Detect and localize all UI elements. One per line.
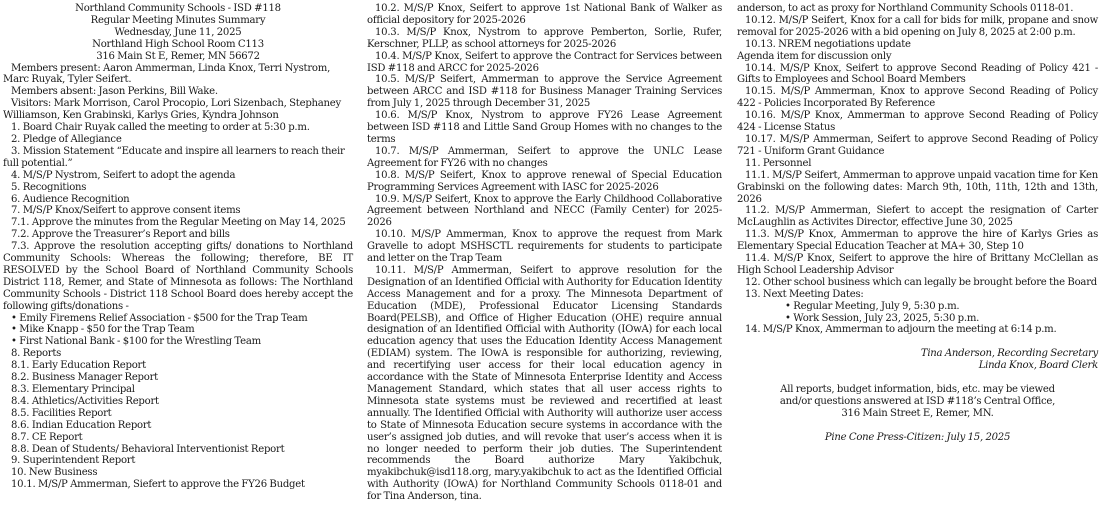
members-present: Members present: Aaron Ammerman, Linda Knox, Terri Nystrom, Marc Ruyak, Tyler Seifert. [3,62,331,86]
agenda-item: 10.7. M/S/P Ammerman, Seifert to approve the UNLC Lease Agreement for FY26 with no changes [367,145,722,169]
agenda-item: 10.4. M/S/P Knox, Seifert to approve the Contract for Services between ISD #118 and ARCC for 2025-2026 [367,50,722,74]
agenda-item: 10.5. M/S/P Seifert, Ammerman to approve the Service Agreement between ARCC and ISD #118 for Business Manager Training Services from July 1, 2025 through December 31, 2025 [367,74,722,110]
agenda-item: 8.5. Facilities Report [11,407,112,419]
agenda-item: 13. Next Meeting Dates: [745,288,864,300]
minutes-header [3,3,353,63]
header-line: 316 Main St E, Remer, MN 56672 [96,50,260,62]
column-3 [737,3,1098,444]
members-absent: Members absent: Jason Perkins, Bill Wake. [11,86,218,98]
adjourn-item: 14. M/S/P Knox, Ammerman to adjourn the meeting at 6:14 p.m. [745,324,1057,336]
agenda-item: 11.4. M/S/P Knox, Seifert to approve the hire of Brittany McClellan as High School Leadership Advisor [737,253,1098,276]
agenda-item: 2. Pledge of Allegiance [11,133,122,145]
agenda-item: 11. Personnel [745,157,812,169]
agenda-item: 8.4. Athletics/Activities Report [11,395,159,407]
agenda-item: 10.10. M/S/P Ammerman, Knox to approve the request from Mark Gravelle to adopt MSHSCTL requirements for students to participate and letter on the Trap Team [367,229,722,265]
header-line: Northland Community Schools - ISD #118 [75,3,281,14]
agenda-item: 1. Board Chair Ruyak called the meeting to order at 5:30 p.m. [11,122,310,134]
agenda-note: Agenda item for discussion only [737,50,892,62]
recording-secretary-signature: Tina Anderson, Recording Secretary [920,348,1098,360]
agenda-item: 11.3. M/S/P Knox, Ammerman to approve the hire of Karlys Gries as Elementary Special Education Teacher at MA+ 30, Step 10 [737,229,1098,253]
agenda-item: 8.7. CE Report [11,431,83,443]
header-line: Northland High School Room C113 [92,38,264,50]
agenda-item: 11.2. M/S/P Ammerman, Siefert to accept the resignation of Carter McLaughlin as Activites Director, effective June 30, 2025 [737,205,1098,229]
agenda-item: 3. Mission Statement “Educate and inspire all learners to reach their full potential.” [3,145,345,169]
agenda-item: 8. Reports [11,348,62,360]
notice-line: All reports, budget information, bids, etc. may be viewed [780,384,1055,396]
agenda-item: 10.1. M/S/P Ammerman, Siefert to approve the FY26 Budget [11,479,305,491]
agenda-item-continued: anderson, to act as proxy for Northland Community Schools 0118-01. [737,3,1074,14]
agenda-item: 8.8. Dean of Students/ Behavioral Interventionist Report [11,443,285,455]
agenda-item: 8.6. Indian Education Report [11,419,152,431]
visitors: Visitors: Mark Morrison, Carol Procopio, Lori Sizenbach, Stephaney Williamson, Ken Grabinski, Karlys Gries, Kyndra Johnson [3,98,341,122]
agenda-item: 10. New Business [11,467,98,479]
column-2 [367,3,722,503]
agenda-item: 10.12. M/S/P Seifert, Knox for a call for bids for milk, propane and snow removal for 2025-2026 with a bid opening on July 8, 2025 at 2:00 p.m. [737,14,1098,38]
agenda-item: 4. M/S/P Nystrom, Seifert to adopt the agenda [11,169,236,181]
agenda-item: 12. Other school business which can legally be brought before the Board [745,276,1097,288]
agenda-item: 7. M/S/P Knox/Seifert to approve consent items [11,205,241,217]
agenda-item: 10.6. M/S/P Knox, Nystrom to approve FY26 Lease Agreement between ISD #118 and Little Sand Group Homes with no changes to the terms [367,110,722,145]
agenda-item: 9. Superintendent Report [11,455,136,467]
agenda-item: 10.15. M/S/P Ammerman, Knox to approve Second Reading of Policy 422 - Policies Incorporated By Reference [737,86,1098,110]
gift-item: • Mike Knapp - $50 for the Trap Team [11,324,195,336]
publication-line: Pine Cone Press-Citizen: July 15, 2025 [824,431,1011,443]
agenda-item: 8.3. Elementary Principal [11,384,135,395]
header-line: Regular Meeting Minutes Summary [90,14,266,26]
agenda-item: 5. Recognitions [11,181,87,193]
agenda-item: 8.2. Business Manager Report [11,372,158,384]
agenda-item: 7.1. Approve the minutes from the Regular Meeting on May 14, 2025 [11,217,346,229]
gift-item: • Emily Firemens Relief Association - $500 for the Trap Team [11,312,308,324]
agenda-item: 8.1. Early Education Report [11,360,146,372]
agenda-item: 10.9. M/S/P Seifert, Knox to approve the Early Childhood Collaborative Agreement between Northland and NECC (Family Center) for 2025-2026 [367,193,722,229]
agenda-item: 10.13. NREM negotiations update [745,38,911,50]
column-1 [3,3,353,491]
agenda-item: 10.2. M/S/P Knox, Seifert to approve 1st National Bank of Walker as official depository for 2025-2026 [367,3,722,26]
meeting-date: • Work Session, July 23, 2025, 5:30 p.m. [785,312,980,324]
board-clerk-signature: Linda Knox, Board Clerk [978,360,1098,372]
notice-line: 316 Main Street E, Remer, MN. [841,408,994,419]
agenda-item: 11.1. M/S/P Seifert, Ammerman to approve unpaid vacation time for Ken Grabinski on the following dates: March 9th, 10th, 11th, 12th and 13th, 2026 [737,169,1098,205]
agenda-item: 10.8. M/S/P Seifert, Knox to approve renewal of Special Education Programming Services Agreement with IASC for 2025-2026 [367,169,722,193]
notice-line: and/or questions answered at ISD #118’s Central Office, [779,396,1056,408]
gift-item: • First National Bank - $100 for the Wrestling Team [11,336,261,348]
agenda-item: 10.16. M/S/P Knox, Ammerman to approve Second Reading of Policy 424 - License Status [737,110,1098,134]
iowa-resolution: 10.11. M/S/P Ammerman, Seifert to approve resolution for the Designation of an Identified Official with Authority for Education Identity Access Management and for a proxy. The Minnesota Department of Education (MDE), Professional Educator Licensing Standards Board(PELSB), and Office of Higher Education (OHE) require annual designation of an Identified Official with Authority (IOwA) for each local education agency that uses the Education Identity Access Management (EDIAM) system. The IOwA is responsible for authorizing, reviewing, and recertifying user access for their local education agency in accordance with the State of Minnesota Enterprise Identity and Access Management Standard, which states that all user access rights to Minnesota state systems must be reviewed and recertified at least annually. The Identified Official with Authority will authorize user access to State of Minnesota Education secure systems in accordance with the user’s assigned job duties, and will revoke that user’s access when it is no longer needed to perform their job duties. The Superintendent recommends the Board authorize Mary Yakibchuk, myakibchuk@isd118.org, mary.yakibchuk to act as the Identified Official with Authority (IOwA) for Northland Community Schools 0118-01 and for Tina Anderson, tina. [367,264,722,503]
agenda-item: 10.17. M/S/P Ammerman, Seifert to approve Second Reading of Policy 721 - Uniform Grant Guidance [737,133,1098,157]
agenda-item: 10.3. M/S/P Knox, Nystrom to approve Pemberton, Sorlie, Rufer, Kerschner, PLLP, as school attorneys for 2025-2026 [367,26,722,50]
agenda-item: 7.2. Approve the Treasurer’s Report and bills [11,229,230,241]
agenda-item: 10.14. M/S/P Knox, Seifert to approve Second Reading of Policy 421 - Gifts to Employees and School Board Members [737,62,1098,86]
meeting-date: • Regular Meeting, July 9, 5:30 p.m. [785,300,960,312]
agenda-item: 6. Audience Recognition [11,193,130,205]
gift-resolution: 7.3. Approve the resolution accepting gifts/ donations to Northland Community Schools: Whereas the following; therefore, BE IT RESOLVED by the School Board of Northland Community Schools District 118, Remer, and State of Minnesota as follows: The Northland Community Schools - District 118 School Board does hereby accept the following gifts/donations - [3,241,353,312]
header-line: Wednesday, June 11, 2025 [114,26,242,38]
